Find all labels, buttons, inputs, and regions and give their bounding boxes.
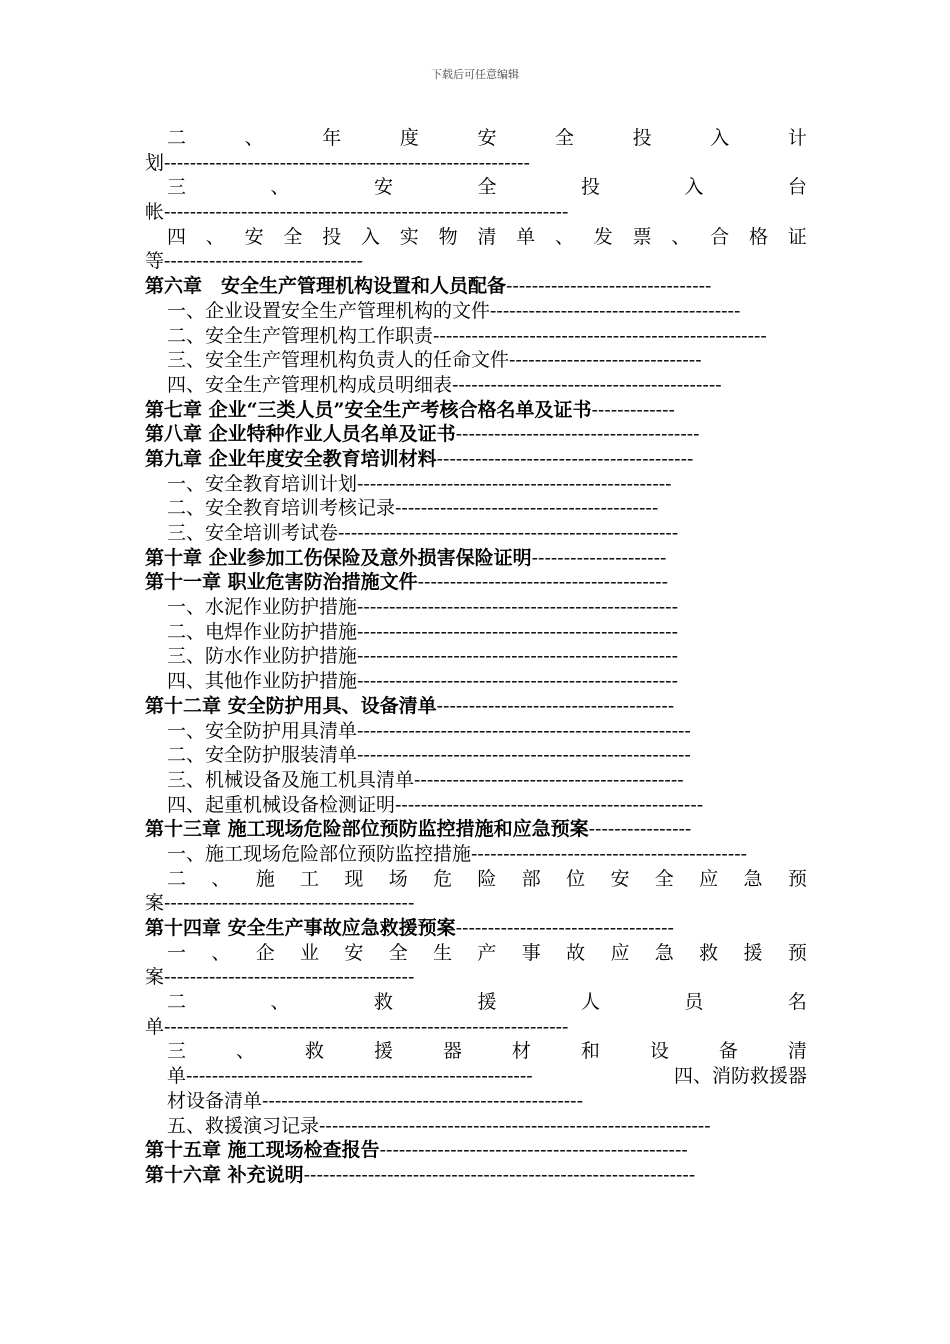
toc-chapter <box>145 817 807 842</box>
toc-char: 业 <box>300 941 320 964</box>
toc-char: 投 <box>580 176 600 199</box>
toc-char: 现 <box>344 867 364 890</box>
toc-chapter <box>145 398 807 423</box>
table-of-contents <box>145 126 807 1188</box>
toc-subsection <box>145 521 807 546</box>
toc-entry-text: 帐 <box>145 201 165 224</box>
toc-subsection <box>145 719 807 744</box>
toc-entry-text: 单 <box>167 1065 187 1088</box>
leader-dashes: ----------------------------------------------------- <box>338 522 679 544</box>
toc-char: 预 <box>787 867 807 890</box>
toc-char: 援 <box>477 991 497 1014</box>
chapter-title: 第十六章 补充说明 <box>145 1163 304 1186</box>
toc-subsection <box>145 348 807 373</box>
toc-entry-continuation <box>145 1015 807 1040</box>
leader-dashes: --------------------------------------- <box>164 966 415 989</box>
toc-char: 全 <box>555 127 575 149</box>
toc-char: 器 <box>442 1040 462 1063</box>
leader-dashes: ----------------------------------------- <box>395 497 659 520</box>
toc-subsection <box>145 299 807 324</box>
subsection-title: 一、企业设置安全生产管理机构的文件 <box>167 299 491 322</box>
toc-char: 、 <box>270 991 290 1014</box>
toc-char: 、 <box>554 225 574 248</box>
leader-dashes: ------------------------------- <box>164 250 364 273</box>
toc-char: 一 <box>167 941 187 964</box>
leader-dashes: --------------------------------------- <box>490 299 741 322</box>
toc-char: 应 <box>610 941 630 964</box>
toc-char: 施 <box>255 867 275 890</box>
toc-subsection <box>145 496 807 521</box>
leader-dashes: --------------------------------------- <box>417 571 669 594</box>
leader-dashes: -------------------------------------------------- <box>357 620 679 643</box>
toc-char: 、 <box>671 225 691 248</box>
toc-char: 安 <box>344 941 364 964</box>
toc-char: 援 <box>373 1040 393 1063</box>
toc-char: 救 <box>304 1040 324 1063</box>
toc-entry-text: 案 <box>145 966 165 989</box>
leader-dashes: ------------------------------------------------ <box>379 1139 688 1162</box>
toc-entry-split <box>145 1064 807 1089</box>
leader-dashes: ------------------------------------------------------------- <box>319 1114 711 1137</box>
toc-char: 物 <box>438 225 458 248</box>
toc-entry-spread <box>145 941 807 966</box>
chapter-title: 第六章 安全生产管理机构设置和人员配备 <box>145 275 507 298</box>
toc-char: 名 <box>787 991 807 1014</box>
toc-char: 二 <box>167 867 187 890</box>
leader-dashes: ---------------------------------------------------- <box>433 324 767 347</box>
subsection-title: 材设备清单 <box>167 1089 263 1112</box>
toc-char: 、 <box>211 941 231 964</box>
toc-entry-left <box>167 1064 533 1089</box>
subsection-title: 二、安全防护服装清单 <box>167 744 358 767</box>
chapter-title: 第十一章 职业危害防治措施文件 <box>145 571 418 594</box>
leader-dashes: -------------------------------------------------- <box>357 670 679 693</box>
toc-char: 票 <box>632 225 652 248</box>
toc-subsection <box>145 1089 807 1114</box>
toc-chapter <box>145 546 807 571</box>
toc-entry-continuation <box>145 891 807 916</box>
toc-subsection <box>145 768 807 793</box>
toc-entry-text: 单 <box>145 1015 165 1038</box>
toc-char: 位 <box>566 867 586 890</box>
toc-char: 险 <box>477 867 497 890</box>
toc-entry-continuation <box>145 200 807 225</box>
toc-char: 全 <box>654 867 674 890</box>
toc-char: 台 <box>787 176 807 199</box>
toc-entry-continuation <box>145 965 807 990</box>
subsection-title: 二、电焊作业防护措施 <box>167 620 358 643</box>
toc-entry-text: 划 <box>145 151 165 174</box>
toc-char: 格 <box>748 225 768 248</box>
chapter-title: 第九章 企业年度安全教育培训材料 <box>145 447 437 470</box>
subsection-title: 二、安全生产管理机构工作职责 <box>167 324 434 347</box>
toc-entry-continuation <box>145 249 807 274</box>
subsection-title: 四、起重机械设备检测证明 <box>167 793 396 816</box>
toc-char: 三 <box>167 1040 187 1063</box>
toc-subsection <box>145 595 807 620</box>
toc-char: 度 <box>399 127 419 149</box>
leader-dashes: ------------------------------------------------ <box>395 793 704 816</box>
subsection-title: 四、其他作业防护措施 <box>167 670 358 693</box>
subsection-title: 三、安全培训考试卷 <box>167 522 339 544</box>
toc-char: 危 <box>433 867 453 890</box>
toc-char: 援 <box>743 941 763 964</box>
subsection-title: 二、安全教育培训考核记录 <box>167 497 396 520</box>
leader-dashes: ------------------------------------------ <box>414 768 684 791</box>
toc-char: 、 <box>205 225 225 248</box>
leader-dashes: -------------------------------------------------- <box>262 1089 584 1112</box>
toc-char: 安 <box>373 176 393 199</box>
toc-entry-spread <box>145 1039 807 1064</box>
leader-dashes: -------------------------------- <box>506 275 712 298</box>
chapter-title: 第十五章 施工现场检查报告 <box>145 1139 380 1162</box>
leader-dashes: ------------------------------------------ <box>452 373 722 396</box>
toc-chapter <box>145 916 807 941</box>
toc-subsection <box>145 842 807 867</box>
toc-entry-spread <box>145 126 807 151</box>
subsection-title: 三、安全生产管理机构负责人的任命文件 <box>167 349 510 372</box>
subsection-title: 三、机械设备及施工机具清单 <box>167 768 415 791</box>
subsection-title: 一、施工现场危险部位预防监控措施 <box>167 842 472 865</box>
toc-chapter <box>145 447 807 472</box>
toc-chapter <box>145 570 807 595</box>
toc-char: 急 <box>654 941 674 964</box>
toc-chapter <box>145 422 807 447</box>
leader-dashes: ------------- <box>591 398 675 421</box>
toc-char: 部 <box>521 867 541 890</box>
subsection-title: 四、安全生产管理机构成员明细表 <box>167 373 453 396</box>
toc-char: 证 <box>787 225 807 248</box>
toc-entry-spread <box>145 175 807 200</box>
toc-char: 二 <box>167 991 187 1014</box>
toc-char: 清 <box>477 225 497 248</box>
subsection-title: 一、水泥作业防护措施 <box>167 596 358 619</box>
toc-subsection <box>145 743 807 768</box>
leader-dashes: ---------------- <box>588 818 692 841</box>
toc-subsection <box>145 1114 807 1139</box>
leader-dashes: --------------------------------------------------------- <box>164 151 530 174</box>
toc-entry-spread <box>145 225 807 250</box>
toc-char: 设 <box>649 1040 669 1063</box>
toc-char: 安 <box>477 127 497 149</box>
leader-dashes: ---------------------------------------------------- <box>357 744 691 767</box>
subsection-title: 五、救援演习记录 <box>167 1114 320 1137</box>
toc-char: 入 <box>710 127 730 149</box>
page-header: 下载后可任意编辑 <box>431 68 519 81</box>
toc-char: 入 <box>684 176 704 199</box>
toc-char: 应 <box>699 867 719 890</box>
subsection-title: 一、安全防护用具清单 <box>167 719 358 742</box>
toc-chapter <box>145 694 807 719</box>
toc-char: 生 <box>433 941 453 964</box>
toc-char: 产 <box>477 941 497 964</box>
chapter-title: 第十四章 安全生产事故应急救援预案 <box>145 917 456 939</box>
toc-char: 安 <box>244 225 264 248</box>
toc-entry-spread <box>145 867 807 892</box>
toc-subsection <box>145 620 807 645</box>
toc-char: 投 <box>632 127 652 149</box>
toc-char: 预 <box>787 941 807 964</box>
toc-char: 全 <box>477 176 497 199</box>
chapter-title: 第十章 企业参加工伤保险及意外损害保险证明 <box>145 546 532 569</box>
toc-char: 、 <box>244 127 264 149</box>
toc-char: 计 <box>787 127 807 149</box>
leader-dashes: ------------------------------------------------- <box>357 472 672 495</box>
toc-entry-text: 等 <box>145 250 165 273</box>
toc-subsection <box>145 472 807 497</box>
toc-char: 材 <box>511 1040 531 1063</box>
toc-char: 全 <box>283 225 303 248</box>
toc-char: 和 <box>580 1040 600 1063</box>
toc-char: 全 <box>388 941 408 964</box>
leader-dashes: --------------------- <box>531 546 667 569</box>
toc-char: 单 <box>516 225 536 248</box>
toc-chapter <box>145 1138 807 1163</box>
toc-entry-spread <box>145 990 807 1015</box>
leader-dashes: --------------------------------------- <box>164 892 415 915</box>
toc-char: 合 <box>710 225 730 248</box>
leader-dashes: --------------------------------------------------------------- <box>164 1015 569 1038</box>
leader-dashes: ------------------------------------------------------------- <box>303 1163 696 1186</box>
toc-subsection <box>145 644 807 669</box>
leader-dashes: ------------------------------------------- <box>471 842 748 865</box>
toc-subsection <box>145 669 807 694</box>
leader-dashes: ---------------------------------------------------- <box>357 719 691 742</box>
leader-dashes: ---------------------------------- <box>455 917 674 939</box>
leader-dashes: ---------------------------------------- <box>436 447 694 470</box>
leader-dashes: ------------------------------ <box>509 349 702 372</box>
toc-char: 二 <box>167 127 187 149</box>
leader-dashes: ------------------------------------------------------ <box>186 1065 533 1088</box>
toc-entry-continuation <box>145 151 807 176</box>
toc-entry-right: 四、消防救援器 <box>673 1065 807 1088</box>
chapter-title: 第八章 企业特种作业人员名单及证书 <box>145 423 456 446</box>
toc-char: 企 <box>255 941 275 964</box>
toc-char: 实 <box>399 225 419 248</box>
leader-dashes: -------------------------------------- <box>455 423 700 446</box>
leader-dashes: --------------------------------------------------------------- <box>164 201 569 224</box>
toc-char: 、 <box>211 867 231 890</box>
toc-char: 场 <box>388 867 408 890</box>
leader-dashes: -------------------------------------------------- <box>357 645 679 668</box>
toc-char: 发 <box>593 225 613 248</box>
chapter-title: 第十三章 施工现场危险部位预防监控措施和应急预案 <box>145 818 589 841</box>
leader-dashes: ------------------------------------- <box>436 694 675 717</box>
toc-char: 清 <box>787 1040 807 1063</box>
toc-entry-text: 案 <box>145 892 165 915</box>
toc-char: 人 <box>580 991 600 1014</box>
toc-char: 入 <box>360 225 380 248</box>
chapter-title: 第十二章 安全防护用具、设备清单 <box>145 694 437 717</box>
toc-char: 急 <box>743 867 763 890</box>
toc-subsection <box>145 324 807 349</box>
subsection-title: 一、安全教育培训计划 <box>167 472 358 495</box>
toc-char: 事 <box>521 941 541 964</box>
toc-char: 、 <box>270 176 290 199</box>
toc-subsection <box>145 793 807 818</box>
chapter-title: 第七章 企业“三类人员”安全生产考核合格名单及证书 <box>145 398 592 421</box>
leader-dashes: -------------------------------------------------- <box>357 596 679 619</box>
toc-char: 四 <box>167 225 187 248</box>
toc-char: 投 <box>322 225 342 248</box>
toc-chapter <box>145 1163 807 1188</box>
toc-char: 备 <box>718 1040 738 1063</box>
toc-char: 救 <box>373 991 393 1014</box>
toc-char: 三 <box>167 176 187 199</box>
toc-char: 安 <box>610 867 630 890</box>
toc-char: 故 <box>566 941 586 964</box>
toc-char: 工 <box>300 867 320 890</box>
toc-char: 年 <box>322 127 342 149</box>
toc-chapter <box>145 274 807 299</box>
toc-subsection <box>145 373 807 398</box>
toc-char: 员 <box>684 991 704 1014</box>
toc-char: 、 <box>235 1040 255 1063</box>
toc-char: 救 <box>699 941 719 964</box>
subsection-title: 三、防水作业防护措施 <box>167 645 358 668</box>
